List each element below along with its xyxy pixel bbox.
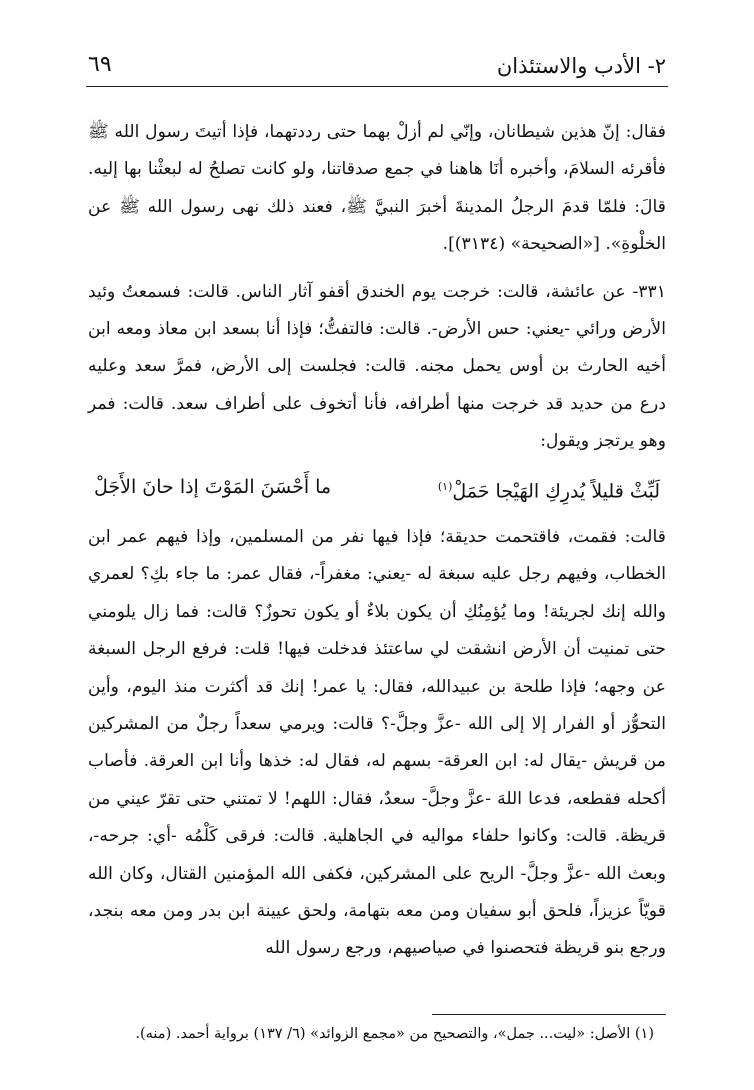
verse-first-hemistich: لَبِّثْ قليلاً يُدرِكِ الهَيْجا حَمَلْ$^{(١)}$ [437,479,660,502]
page-body [88,114,666,968]
page-number: ٦٩ [88,52,112,77]
header-divider [86,86,668,87]
footnote: (١) الأصل: «ليت... جمل»، والتصحيح من «مجمع الزوائد» (٦/ ١٣٧) برواية أحمد. (منه). [135,1026,654,1042]
poetry-verse [94,467,660,511]
paragraph-hadith-continuation: فقال: إنّ هذين شيطانان، وإنّي لم أزلْ بهما حتى رددتهما، فإذا أتيتَ رسول الله ﷺ فأقرئه السلامَ، وأخبره أنَا هاهنا في جمع صدقاتنا، ولو كانت تصلحُ له لبعثْنا بها إليه. قالَ: فلمّا قدمَ الرجلُ المدينةَ أخبرَ النبيَّ ﷺ، فعند ذلك نهى رسول الله ﷺ عن الخلْوةِ». [«الصحيحة» (٣١٣٤)]. [88,122,666,255]
paragraph-hadith-331-continued: قالت: فقمت، فاقتحمت حديقة؛ فإذا فيها نفر من المسلمين، وإذا فيهم عمر ابن الخطاب، وفيهم رجل عليه سبغة له -يعني: مغفراً-، فقال عمر: ما جاء بكِ؟ لعمري والله إنك لجريئة! وما يُؤمِنُكِ أن يكون بلاءٌ أو يكون تحوزٌ؟ قالت: فما زال يلومني حتى تمنيت أن الأرض انشقت لي ساعتئذ فدخلت فيها! قلت: فرفع الرجل السبغة عن وجهه؛ فإذا طلحة بن عبيدالله، فقال: يا عمر! إنك قد أكثرت منذ اليوم، وأين التحوُّز أو الفرار إلا إلى الله -عزَّ وجلَّ-؟ قالت: ويرمي سعداً رجلٌ من المشركين من قريش -يقال له: ابن العرقة- بسهم له، فقال له: خذها وأنا ابن العرقة. فأصاب أكحله فقطعه، فدعا اللهَ -عزَّ وجلَّ- سعدٌ، فقال: اللهم! لا تمتني حتى تقرّ عيني من قريظة. قالت: وكانوا حلفاء مواليه في الجاهلية. قالت: فرقى كَلْمُه -أي: جرحه-، وبعث الله -عزَّ وجلَّ- الريح على المشركين، فكفى الله المؤمنين القتال، وكان الله قويّاً عزيزاً، فلحق أبو سفيان ومن معه بتهامة، ولحق عيينة ابن بدر ومن معه بنجد، ورجع بنو قريظة فتحصنوا في صياصيهم، ورجع رسول الله [88,526,666,959]
page-header [88,48,666,84]
verse-second-hemistich: ما أَحْسَنَ المَوْتَ إذا حانَ الأَجَلْ [94,475,332,498]
running-title: ٢- الأدب والاستئذان [496,54,666,78]
footnote-marker: (١) [437,479,453,493]
footnote-divider [432,1014,666,1015]
paragraph-hadith-331: ٣٣١- عن عائشة، قالت: خرجت يوم الخندق أقفو آثار الناس. قالت: فسمعتُ وئيد الأرض ورائي -يعني: حس الأرض-. قالت: فالتفتُّ؛ فإذا أنا بسعد ابن معاذ ومعه ابن أخيه الحارث بن أوس يحمل مجنه. قالت: فجلست إلى الأرض، فمرَّ سعد وعليه درع من حديد قد خرجت منها أطرافه، فأنا أتخوف على أطراف سعد. قالت: فمر وهو يرتجز ويقول: [88,281,666,452]
